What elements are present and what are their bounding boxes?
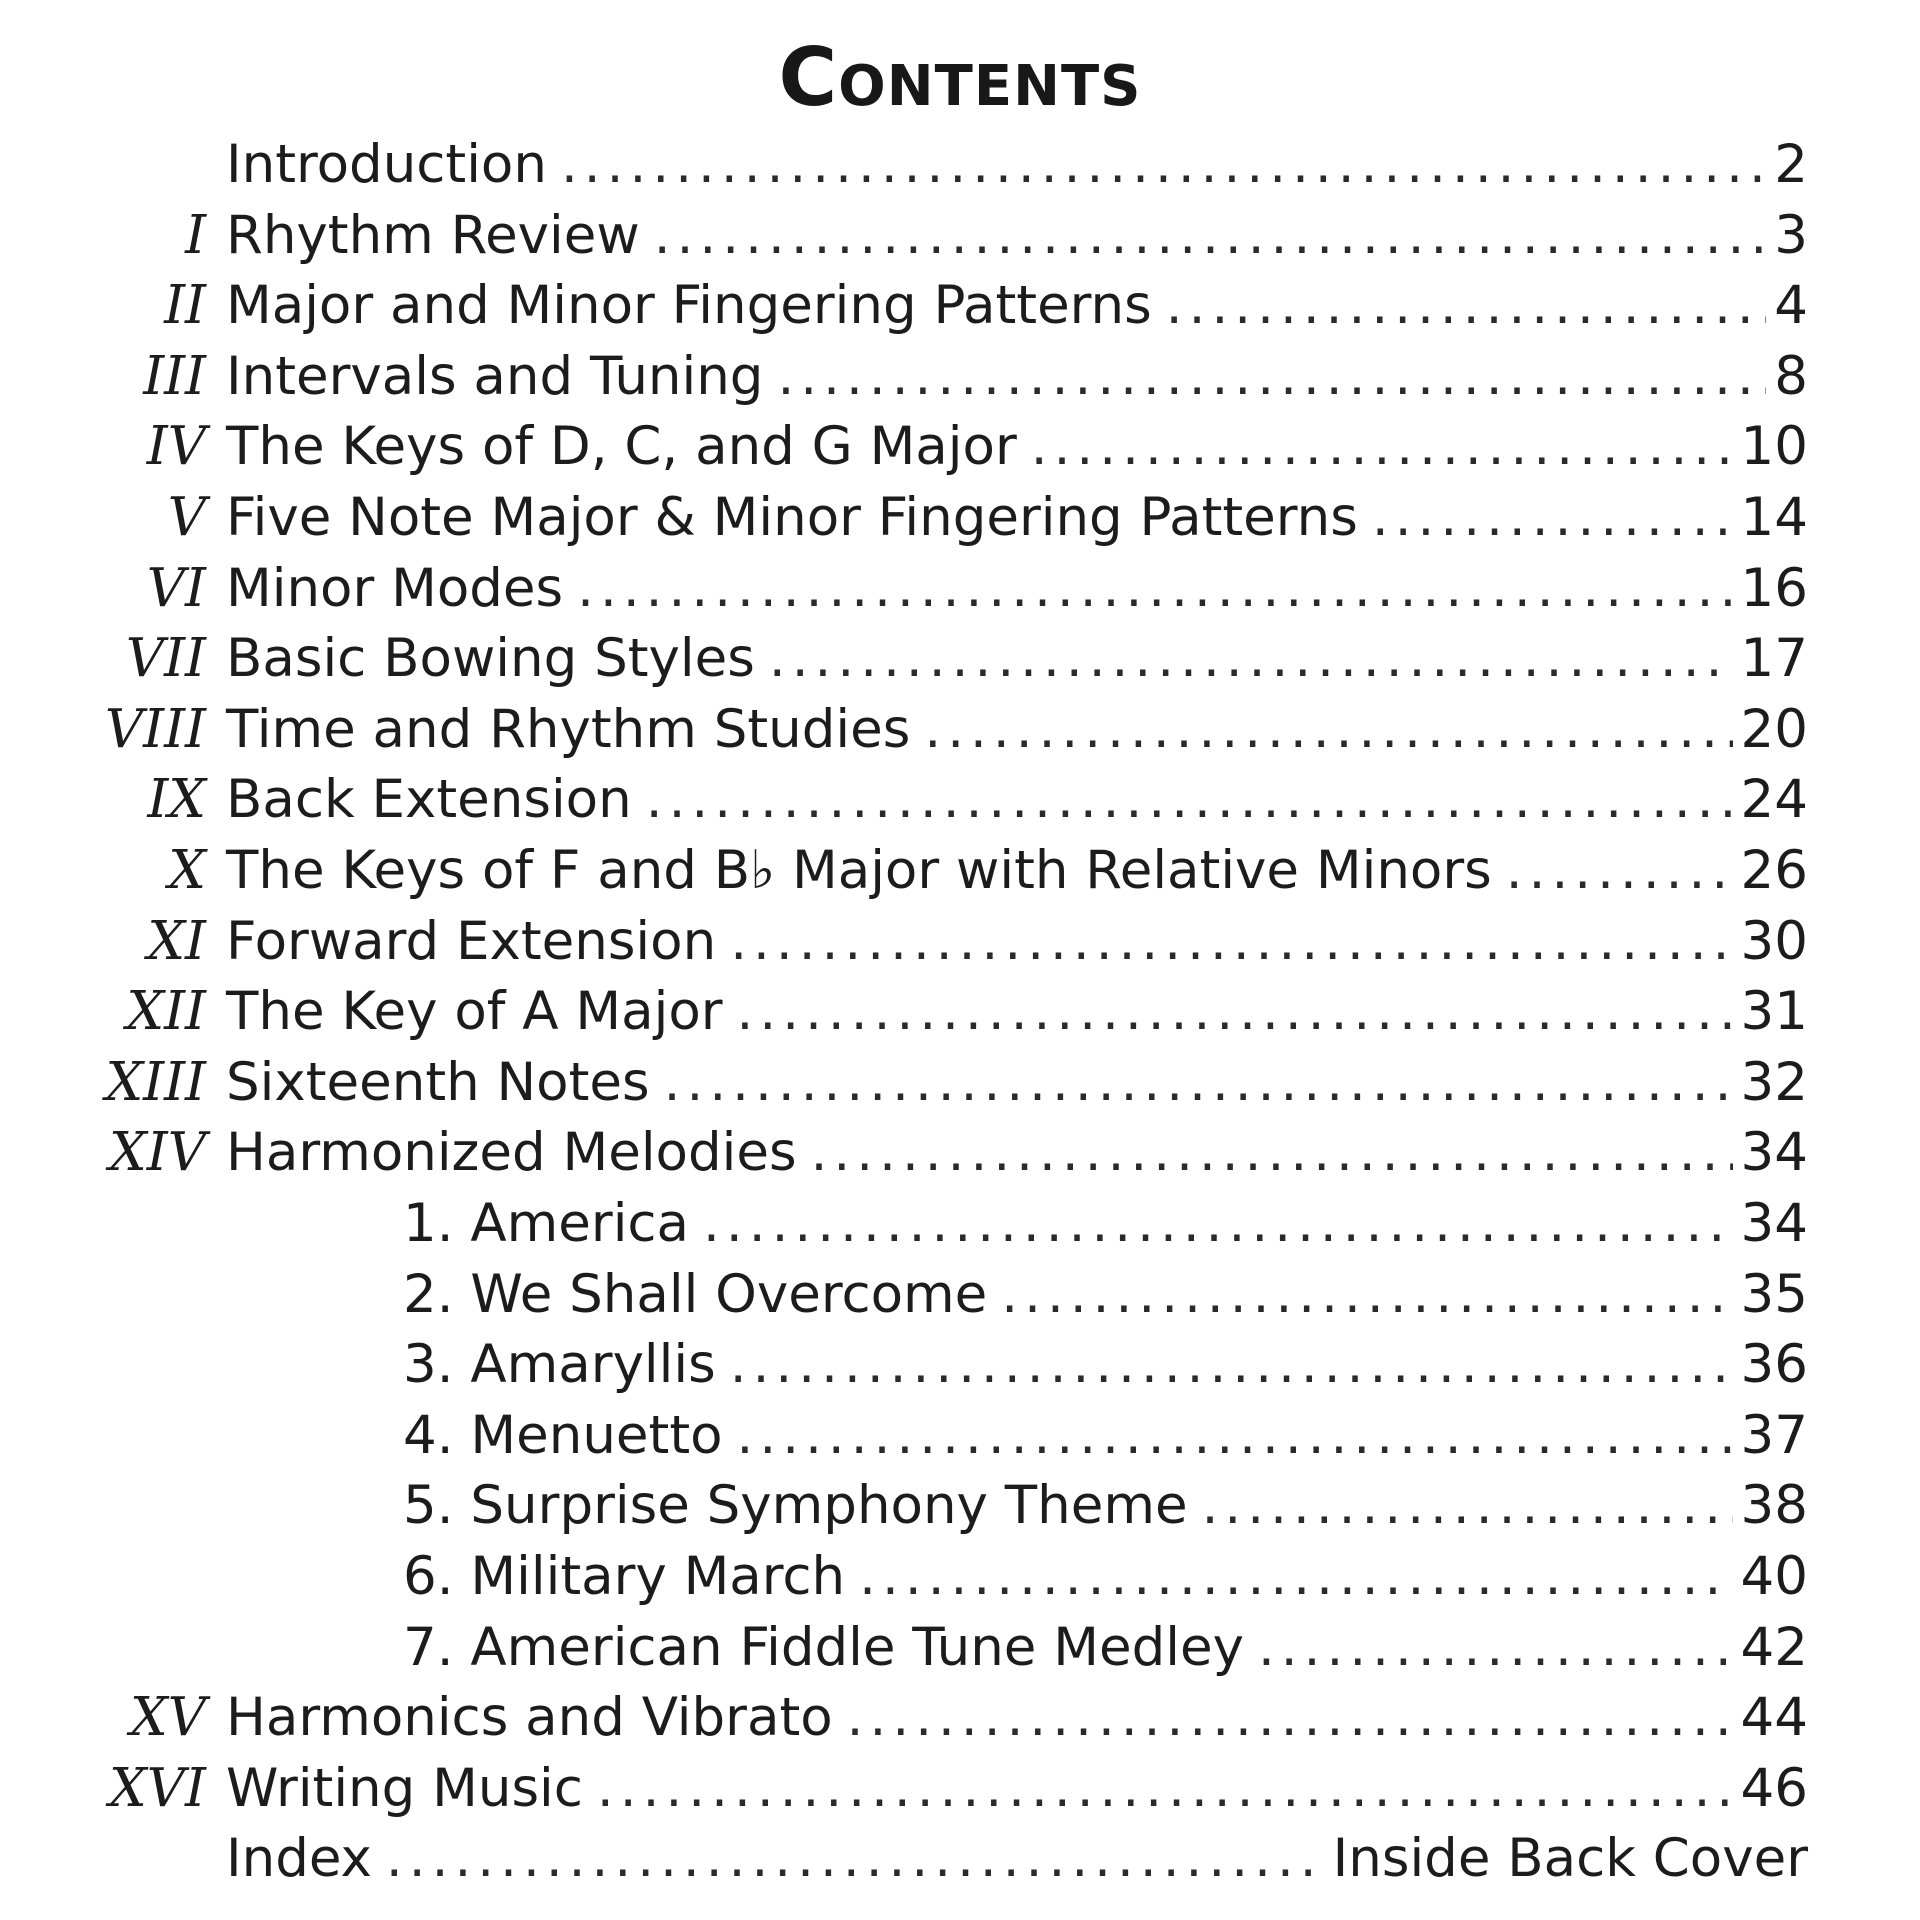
page-number: 17 <box>1740 628 1808 689</box>
toc-entry <box>226 1118 1808 1188</box>
dot-leader <box>561 130 1766 200</box>
toc-row <box>0 1118 1920 1188</box>
entry-title: Introduction <box>226 134 547 195</box>
toc-entry <box>226 130 1808 200</box>
entry-title: 5. Surprise Symphony Theme <box>403 1475 1188 1536</box>
page-number: 3 <box>1774 205 1808 266</box>
dot-leader <box>646 765 1733 835</box>
dot-leader <box>654 201 1767 271</box>
toc-row <box>0 1754 1920 1824</box>
toc-row <box>0 1048 1920 1118</box>
toc-row <box>0 271 1920 341</box>
chapter-numeral: X <box>168 840 206 901</box>
entry-title: Writing Music <box>226 1758 583 1819</box>
toc-entry <box>226 977 1808 1047</box>
entry-title: 4. Menuetto <box>403 1405 723 1466</box>
entry-title: 3. Amaryllis <box>403 1334 716 1395</box>
page-number: 30 <box>1740 911 1808 972</box>
page-number: 34 <box>1740 1122 1808 1183</box>
entry-title: The Keys of F and B♭ Major with Relative Minors <box>226 840 1492 901</box>
entry-title: Rhythm Review <box>226 205 640 266</box>
entry-title: Minor Modes <box>226 558 564 619</box>
entry-title: 7. American Fiddle Tune Medley <box>403 1617 1244 1678</box>
toc-entry <box>403 1401 1808 1471</box>
toc-entry <box>403 1542 1808 1612</box>
toc-row <box>0 412 1920 482</box>
dot-leader <box>1202 1471 1733 1541</box>
toc-row <box>0 1471 1920 1541</box>
toc-entry <box>226 271 1808 341</box>
toc-entry <box>226 695 1808 765</box>
entry-title: The Key of A Major <box>226 981 723 1042</box>
chapter-numeral: IV <box>146 416 206 477</box>
dot-leader <box>577 554 1732 624</box>
toc-row <box>0 130 1920 200</box>
page-number: 26 <box>1740 840 1808 901</box>
dot-leader <box>664 1048 1733 1118</box>
entry-title: Back Extension <box>226 769 632 830</box>
entry-title: Forward Extension <box>226 911 717 972</box>
dot-leader <box>730 1330 1733 1400</box>
dot-leader <box>737 1401 1733 1471</box>
dot-leader <box>1166 271 1767 341</box>
entry-title: Index <box>226 1828 372 1889</box>
toc-entry <box>226 1048 1808 1118</box>
page-number: 10 <box>1740 416 1808 477</box>
toc-row <box>0 1683 1920 1753</box>
chapter-numeral: XIII <box>105 1052 206 1113</box>
entry-title: Sixteenth Notes <box>226 1052 650 1113</box>
page-number: 20 <box>1740 699 1808 760</box>
dot-leader <box>1506 836 1733 906</box>
chapter-numeral: VI <box>146 558 206 619</box>
page-number: 2 <box>1774 134 1808 195</box>
dot-leader <box>597 1754 1733 1824</box>
entry-title: Major and Minor Fingering Patterns <box>226 275 1152 336</box>
toc-entry <box>403 1471 1808 1541</box>
toc-row <box>0 1542 1920 1612</box>
entry-title: 6. Military March <box>403 1546 846 1607</box>
page-number: 14 <box>1740 487 1808 548</box>
entry-title: Five Note Major & Minor Fingering Patterns <box>226 487 1358 548</box>
page-number: 35 <box>1740 1264 1808 1325</box>
toc-entry <box>226 483 1808 553</box>
toc-entry <box>403 1260 1808 1330</box>
toc-row <box>0 1401 1920 1471</box>
page-number: 42 <box>1740 1617 1808 1678</box>
toc-row <box>0 201 1920 271</box>
chapter-numeral: IX <box>147 769 206 830</box>
page-number: 34 <box>1740 1193 1808 1254</box>
chapter-numeral: XV <box>129 1687 206 1748</box>
page-number: 38 <box>1740 1475 1808 1536</box>
chapter-numeral: III <box>143 346 206 407</box>
toc-entry <box>226 554 1808 624</box>
dot-leader <box>924 695 1732 765</box>
dot-leader <box>859 1542 1732 1612</box>
chapter-numeral: VIII <box>104 699 206 760</box>
entry-title: Intervals and Tuning <box>226 346 764 407</box>
entry-title: Basic Bowing Styles <box>226 628 755 689</box>
toc-row <box>0 1824 1920 1894</box>
toc-entry <box>226 201 1808 271</box>
toc-entry <box>226 624 1808 694</box>
dot-leader <box>1001 1260 1732 1330</box>
dot-leader <box>1372 483 1733 553</box>
dot-leader <box>1031 412 1733 482</box>
dot-leader <box>730 907 1732 977</box>
entry-title: 1. America <box>403 1193 690 1254</box>
page-number: Inside Back Cover <box>1332 1828 1808 1889</box>
toc-row <box>0 554 1920 624</box>
dot-leader <box>769 624 1733 694</box>
page-number: 24 <box>1740 769 1808 830</box>
toc-entry <box>226 412 1808 482</box>
page-number: 36 <box>1740 1334 1808 1395</box>
page-number: 44 <box>1740 1687 1808 1748</box>
chapter-numeral: II <box>164 275 206 336</box>
toc-row <box>0 342 1920 412</box>
toc-row <box>0 695 1920 765</box>
chapter-numeral: XII <box>126 981 206 1042</box>
toc-row <box>0 1260 1920 1330</box>
chapter-numeral: VII <box>125 628 206 689</box>
entry-title: Time and Rhythm Studies <box>226 699 911 760</box>
toc-row <box>0 1613 1920 1683</box>
page-number: 40 <box>1740 1546 1808 1607</box>
toc-entry <box>226 1683 1808 1753</box>
chapter-numeral: I <box>185 205 206 266</box>
entry-title: The Keys of D, C, and G Major <box>226 416 1017 477</box>
dot-leader <box>1258 1613 1733 1683</box>
chapter-numeral: XI <box>147 911 206 972</box>
entry-title: 2. We Shall Overcome <box>403 1264 988 1325</box>
dot-leader <box>811 1118 1733 1188</box>
dot-leader <box>847 1683 1733 1753</box>
toc-entry <box>403 1189 1808 1259</box>
dot-leader <box>386 1824 1325 1894</box>
toc-entry <box>403 1330 1808 1400</box>
toc-row <box>0 836 1920 906</box>
toc-entry <box>226 907 1808 977</box>
page-number: 4 <box>1774 275 1808 336</box>
toc-entry <box>226 836 1808 906</box>
toc-row <box>0 1330 1920 1400</box>
toc-row <box>0 977 1920 1047</box>
toc-row <box>0 483 1920 553</box>
chapter-numeral: V <box>167 487 206 548</box>
page-number: 46 <box>1740 1758 1808 1819</box>
toc-row <box>0 624 1920 694</box>
toc-entry <box>226 1754 1808 1824</box>
toc-entry <box>226 342 1808 412</box>
page-number: 31 <box>1740 981 1808 1042</box>
entry-title: Harmonized Melodies <box>226 1122 797 1183</box>
chapter-numeral: XIV <box>109 1122 206 1183</box>
dot-leader <box>703 1189 1733 1259</box>
toc-row <box>0 765 1920 835</box>
toc-row <box>0 1189 1920 1259</box>
toc-entry <box>403 1613 1808 1683</box>
page-number: 37 <box>1740 1405 1808 1466</box>
page-number: 8 <box>1774 346 1808 407</box>
entry-title: Harmonics and Vibrato <box>226 1687 833 1748</box>
toc-entry <box>226 765 1808 835</box>
chapter-numeral: XVI <box>109 1758 206 1819</box>
page-number: 16 <box>1740 558 1808 619</box>
dot-leader <box>737 977 1733 1047</box>
page-title: Contents <box>778 31 1142 124</box>
toc-entry <box>226 1824 1808 1894</box>
page-number: 32 <box>1740 1052 1808 1113</box>
dot-leader <box>777 342 1766 412</box>
toc-row <box>0 907 1920 977</box>
